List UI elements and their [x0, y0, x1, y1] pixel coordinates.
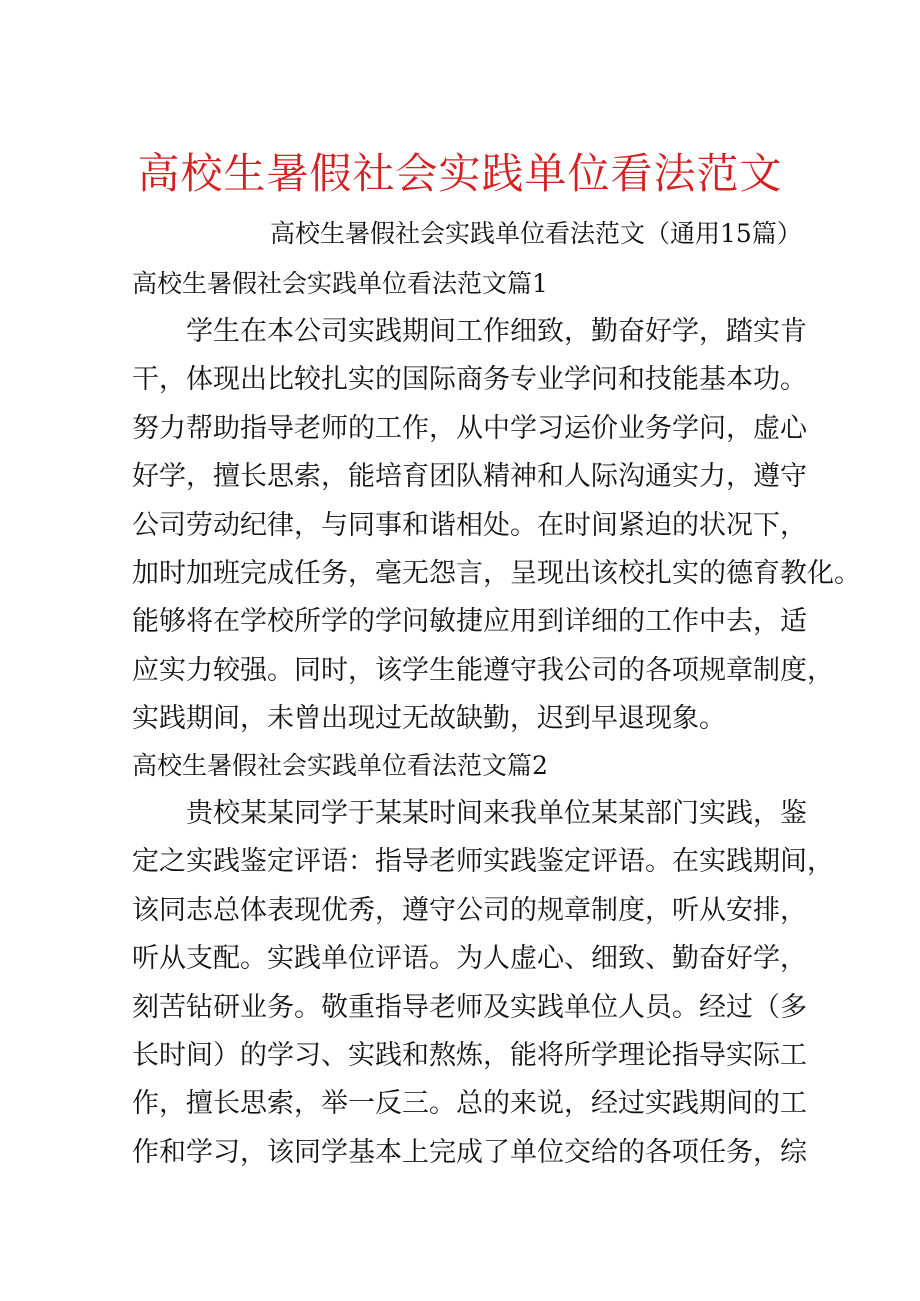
body-line: 学生在本公司实践期间工作细致，勤奋好学，踏实肯	[186, 316, 807, 347]
body-line: 公司劳动纪律，与同事和谐相处。在时间紧迫的状况下，	[132, 509, 807, 541]
section-heading-2: 高校生暑假社会实践单位看法范文篇2	[132, 751, 548, 780]
document-title: 高校生暑假社会实践单位看法范文	[137, 149, 783, 198]
body-line: 定之实践鉴定评语：指导老师实践鉴定评语。在实践期间，	[132, 846, 834, 878]
body-line: 加时加班完成任务，毫无怨言，呈现出该校扎实的德育教化。	[132, 557, 861, 589]
section-heading-1: 高校生暑假社会实践单位看法范文篇1	[132, 269, 548, 298]
section-body-2	[132, 790, 834, 1177]
body-line: 作和学习，该同学基本上完成了单位交给的各项任务，综	[132, 1136, 807, 1168]
body-line: 干，体现出比较扎实的国际商务专业学问和技能基本功。	[132, 364, 807, 396]
body-line: 好学，擅长思索，能培育团队精神和人际沟通实力，遵守	[132, 461, 807, 493]
body-line: 实践期间，未曾出现过无故缺勤，迟到早退现象。	[132, 703, 726, 735]
body-line: 努力帮助指导老师的工作，从中学习运价业务学问，虚心	[132, 412, 807, 444]
body-line: 该同志总体表现优秀，遵守公司的规章制度，听从安排，	[132, 894, 807, 926]
body-line: 听从支配。实践单位评语。为人虚心、细致、勤奋好学，	[132, 943, 807, 975]
body-line: 应实力较强。同时，该学生能遵守我公司的各项规章制度，	[132, 654, 834, 686]
section-body-1	[132, 308, 861, 744]
body-line: 作，擅长思索，举一反三。总的来说，经过实践期间的工	[132, 1088, 807, 1120]
body-line: 长时间）的学习、实践和熬炼，能将所学理论指导实际工	[132, 1039, 807, 1071]
body-line: 能够将在学校所学的学问敏捷应用到详细的工作中去，适	[132, 606, 807, 638]
body-line: 刻苦钻研业务。敬重指导老师及实践单位人员。经过（多	[132, 991, 807, 1023]
body-line: 贵校某某同学于某某时间来我单位某某部门实践，鉴	[186, 798, 807, 829]
document-subtitle: 高校生暑假社会实践单位看法范文（通用15篇）	[270, 219, 802, 248]
